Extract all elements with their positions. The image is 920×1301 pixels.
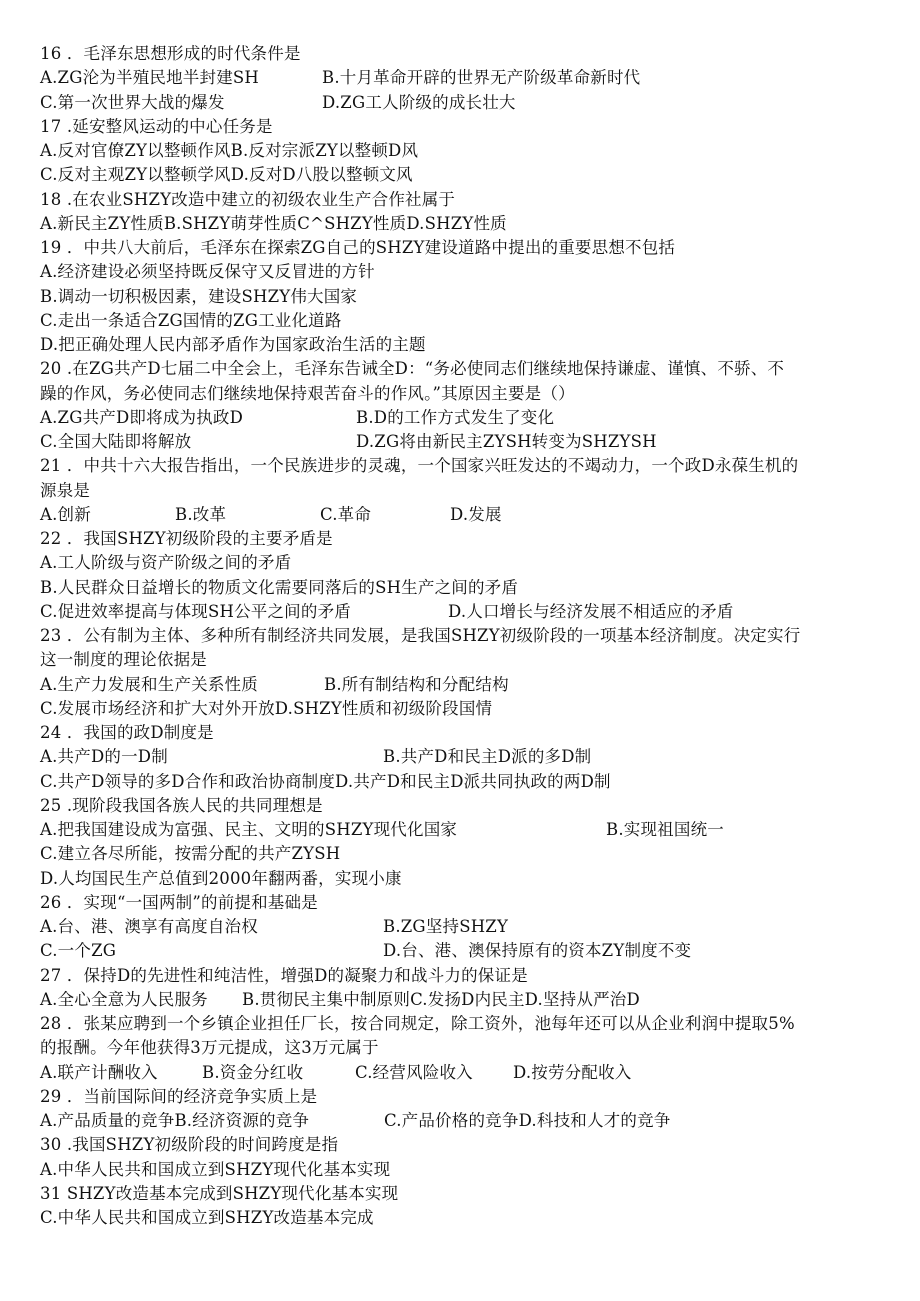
- option-text: C.建立各尽所能，按需分配的共产ZYSH: [40, 844, 341, 864]
- question-stem-line: 28 ．张某应聘到一个乡镇企业担任厂长，按合同规定，除工资外，池每年还可以从企业利润中提取5%: [40, 1014, 795, 1033]
- option-text: C.促进效率提高与体现SH公平之间的矛盾: [40, 601, 351, 621]
- option-row: [40, 600, 880, 624]
- question-stem: 24 ．我国的政D制度是: [40, 723, 214, 742]
- question-block: [40, 236, 880, 357]
- option-text: B.人民群众日益增长的物质文化需要同落后的SH生产之间的矛盾: [40, 577, 519, 597]
- question-stem-line: 23 ．公有制为主体、多种所有制经济共同发展，是我国SHZY初级阶段的一项基本经济制度。决定实行: [40, 626, 801, 645]
- option-row: [40, 842, 880, 866]
- option-row: [40, 915, 880, 939]
- option-text: C.共产D领导的多D合作和政治协商制度D.共产D和民主D派共同执政的两D制: [40, 771, 611, 791]
- option-text: C.经营风险收入: [355, 1062, 473, 1082]
- question-stem: 22 ．我国SHZY初级阶段的主要矛盾是: [40, 529, 333, 548]
- option-text: C.全国大陆即将解放: [40, 432, 192, 451]
- question-block: [40, 624, 880, 721]
- question-block: [40, 1085, 880, 1134]
- option-text: B.十月革命开辟的世界无产阶级革命新时代: [322, 68, 641, 88]
- option-text: A.中华人民共和国成立到SHZY现代化基本实现: [40, 1159, 391, 1179]
- option-text: D.ZG工人阶级的成长壮大: [322, 92, 516, 112]
- option-text: D.台、港、澳保持原有的资本ZY制度不变: [383, 941, 692, 961]
- question-block: [40, 891, 880, 964]
- option-row: [40, 551, 880, 575]
- option-text: A.ZG沦为半殖民地半封建SH: [40, 68, 259, 88]
- question-block: [40, 1182, 880, 1231]
- option-row: [40, 503, 880, 527]
- question-block: [40, 527, 880, 624]
- option-text: C.第一次世界大战的爆发: [40, 92, 225, 112]
- option-text: C.革命: [320, 504, 372, 524]
- option-text: B.调动一切积极因素，建设SHZY伟大国家: [40, 286, 358, 306]
- option-text: D.人均国民生产总值到2000年翻两番，实现小康: [40, 868, 402, 888]
- question-stem: 19 ．中共八大前后，毛泽东在探索ZG自己的SHZY建设道路中提出的重要思想不包括: [40, 238, 676, 257]
- option-text: C.发展市场经济和扩大对外开放D.SHZY性质和初级阶段国情: [40, 698, 493, 718]
- question-stem-line: 躁的作风，务必使同志们继续地保持艰苦奋斗的作风。”其原因主要是（）: [40, 383, 575, 403]
- question-stem: 29 ．当前国际间的经济竞争实质上是: [40, 1086, 318, 1106]
- option-text: A.工人阶级与资产阶级之间的矛盾: [40, 553, 292, 573]
- option-row: [40, 697, 880, 721]
- option-text: B.所有制结构和分配结构: [324, 674, 509, 694]
- option-row: [40, 988, 880, 1012]
- question-stem: 30 .我国SHZY初级阶段的时间跨度是指: [40, 1135, 339, 1155]
- option-text: D.按劳分配收入: [513, 1062, 632, 1082]
- option-row: [40, 163, 880, 187]
- question-stem: 17 .延安整风运动的中心任务是: [40, 116, 273, 136]
- question-stem-line: 21 ．中共十六大报告指出，一个民族进步的灵魂，一个国家兴旺发达的不竭动力，一个政D永葆生机的: [40, 456, 799, 476]
- question-stem-line: 这一制度的理论依据是: [40, 650, 207, 670]
- option-row: [40, 673, 880, 697]
- option-row: [40, 1206, 880, 1230]
- option-row: [40, 406, 880, 430]
- question-stem: 25 .现阶段我国各族人民的共同理想是: [40, 795, 323, 815]
- question-stem: 16 ．毛泽东思想形成的时代条件是: [40, 44, 301, 63]
- option-text: C.中华人民共和国成立到SHZY改造基本完成: [40, 1208, 374, 1227]
- option-text: A.新民主ZY性质B.SHZY萌芽性质C^SHZY性质D.SHZY性质: [40, 213, 507, 233]
- option-text: A.共产D的一D制: [40, 747, 168, 767]
- option-text: A.经济建设必须坚持既反保守又反冒进的方针: [40, 262, 375, 282]
- question-block: [40, 794, 880, 891]
- option-row: [40, 867, 880, 891]
- option-text: D.发展: [450, 504, 502, 524]
- option-row: [40, 770, 880, 794]
- question-stem: 27 ．保持D的先进性和纯洁性，增强D的凝聚力和战斗力的保证是: [40, 965, 528, 985]
- option-text: C.一个ZG: [40, 941, 117, 961]
- option-row: [40, 745, 880, 769]
- option-row: [40, 212, 880, 236]
- option-text: C.走出一条适合ZG国情的ZG工业化道路: [40, 310, 342, 330]
- option-text: D.人口增长与经济发展不相适应的矛盾: [448, 601, 734, 621]
- option-text: A.台、港、澳享有高度自治权: [40, 917, 258, 936]
- question-stem: 26 ．实现“一国两制”的前提和基础是: [40, 892, 318, 912]
- option-row: [40, 1158, 880, 1182]
- option-text: C.产品价格的竞争D.科技和人才的竞争: [384, 1111, 671, 1130]
- question-block: [40, 964, 880, 1013]
- question-block: [40, 357, 880, 454]
- option-text: B.ZG坚持SHZY: [383, 917, 509, 936]
- option-row: [40, 139, 880, 163]
- option-row: [40, 818, 880, 842]
- question-stem-line: 的报酬。今年他获得3万元提成，这3万元属于: [40, 1038, 379, 1058]
- option-text: B.贯彻民主集中制原则C.发扬D内民主D.坚持从严治D: [242, 989, 640, 1009]
- option-text: A.产品质量的竞争B.经济资源的竞争: [40, 1111, 310, 1130]
- question-block: [40, 721, 880, 794]
- option-text: B.资金分红收: [202, 1062, 304, 1082]
- option-row: [40, 66, 880, 90]
- option-text: A.联产计酬收入: [40, 1062, 158, 1082]
- option-text: C.反对主观ZY以整顿学风D.反对D八股以整顿文风: [40, 165, 413, 185]
- option-text: A.把我国建设成为富强、民主、文明的SHZY现代化国家: [40, 820, 458, 839]
- option-text: B.共产D和民主D派的多D制: [383, 747, 592, 767]
- question-block: [40, 42, 880, 115]
- option-row: [40, 91, 880, 115]
- option-row: [40, 576, 880, 600]
- option-text: D.ZG将由新民主ZYSH转变为SHZYSH: [356, 432, 657, 451]
- option-text: B.D的工作方式发生了变化: [356, 407, 555, 427]
- option-text: A.反对官僚ZY以整顿作风B.反对宗派ZY以整顿D风: [40, 141, 419, 160]
- option-row: [40, 1109, 880, 1133]
- option-text: B.实现祖国统一: [606, 820, 724, 839]
- option-row: [40, 430, 880, 454]
- question-block: [40, 1012, 880, 1085]
- question-stem-line: 源泉是: [40, 480, 91, 500]
- option-row: [40, 285, 880, 309]
- question-stem: 31 SHZY改造基本完成到SHZY现代化基本实现: [40, 1183, 399, 1203]
- option-row: [40, 309, 880, 333]
- option-text: A.生产力发展和生产关系性质: [40, 674, 258, 694]
- option-row: [40, 1061, 880, 1085]
- question-block: [40, 454, 880, 527]
- option-text: B.改革: [175, 504, 227, 524]
- option-text: D.把正确处理人民内部矛盾作为国家政治生活的主题: [40, 335, 426, 354]
- option-row: [40, 939, 880, 963]
- option-row: [40, 333, 880, 357]
- question-block: [40, 188, 880, 237]
- question-block: [40, 1133, 880, 1182]
- exam-document: [40, 42, 880, 1230]
- option-row: [40, 260, 880, 284]
- option-text: A.创新: [40, 504, 91, 524]
- question-stem-line: 20 .在ZG共产D七届二中全会上，毛泽东告诫全D：“务必使同志们继续地保持谦虚、谨慎、不骄、不: [40, 359, 785, 379]
- question-stem: 18 .在农业SHZY改造中建立的初级农业生产合作社属于: [40, 189, 456, 209]
- question-block: [40, 115, 880, 188]
- option-text: A.全心全意为人民服务: [40, 989, 208, 1009]
- option-text: A.ZG共产D即将成为执政D: [40, 407, 244, 427]
